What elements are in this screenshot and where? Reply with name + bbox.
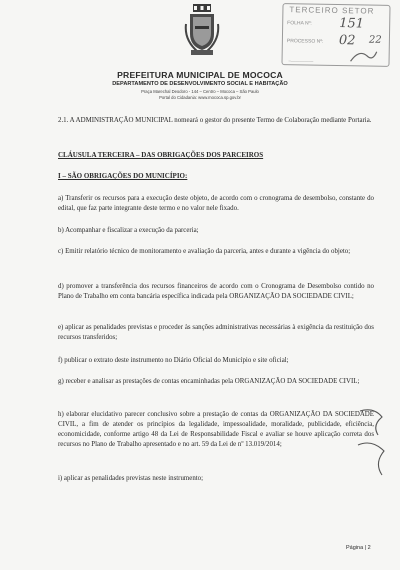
item-i: i) aplicar as penalidades previstas neste instrumento; xyxy=(58,475,204,482)
department-name: DEPARTAMENTO DE DESENVOLVIMENTO SOCIAL E HABITAÇÃO xyxy=(112,81,288,87)
item-f: f) publicar o extrato deste instrumento no Diário Oficial do Município e site oficial; xyxy=(58,357,289,364)
paragraph-2-1: 2.1. A ADMINISTRAÇÃO MUNICIPAL nomeará o gestor do presente Termo de Colaboração mediante Portaria. xyxy=(58,117,372,124)
stamp-processo-label: PROCESSO Nº: xyxy=(286,38,324,45)
stamp-folha-value: 151 xyxy=(339,16,365,32)
item-a: a) Transferir os recursos para a execução deste objeto, de acordo com o cronograma de desembolso, constante do edital, que faz parte integrante deste termo e no valor nele fixado. xyxy=(58,195,374,212)
section-heading: I – SÃO OBRIGAÇÕES DO MUNICÍPIO: xyxy=(58,172,188,180)
item-e: e) aplicar as penalidades previstas e proceder às sanções administrativas necessárias à exigência da restituição dos recursos transferidos; xyxy=(58,324,374,341)
item-c: c) Emitir relatório técnico de monitoramento e avaliação da parceria, antes e durante a vigência do objeto; xyxy=(58,248,351,255)
clause-heading: CLÁUSULA TERCEIRA – DAS OBRIGAÇÕES DOS PARCEIROS xyxy=(58,151,264,159)
coat-of-arms-icon xyxy=(184,4,220,56)
stamp-processo-year: 22 xyxy=(368,34,382,46)
portal: Portal do Cidadania: www.mococa.sp.gov.br xyxy=(159,95,241,100)
protocol-stamp xyxy=(281,3,390,67)
item-d: d) promover a transferência dos recursos financeiros de acordo com o Cronograma de Desembolso contido no Plano de Trabalho em conta bancária específica indicada pela ORGANIZAÇÃO DA SOCIEDADE CIVIL; xyxy=(58,283,374,300)
address: Praça Marechal Deodoro - 144 – Centro – Mococa – São Paulo xyxy=(141,89,259,94)
item-b: b) Acompanhar e fiscalizar a execução da parceria; xyxy=(58,227,199,234)
stamp-scribble-icon xyxy=(348,47,378,66)
item-h: h) elaborar elucidativo parecer conclusivo sobre a prestação de contas da ORGANIZAÇÃO DA SOCIEDADE CIVIL, a fim de atender os princípios da legalidade, impessoalidade, moralidade, publicidade, eficiência, economicidade, conforme artigo 48 da Lei de Responsabilidade Fiscal e avaliar se houve aplicação correta dos recursos no Plano de Trabalho apresentado e no art. 59 da Lei de nº 13.019/2014; xyxy=(58,411,374,448)
item-g: g) receber e analisar as prestações de contas encaminhadas pela ORGANIZAÇÃO DA SOCIEDADE CIVIL; xyxy=(58,378,360,385)
org-name: PREFEITURA MUNICIPAL DE MOCOCA xyxy=(117,70,283,80)
signature-initials-icon xyxy=(352,405,392,485)
stamp-processo-value: 02 xyxy=(338,33,356,49)
page-number: Página | 2 xyxy=(346,545,371,551)
stamp-folha-label: FOLHA Nº: xyxy=(287,20,312,27)
stamp-bottom-text: ⎯⎯⎯⎯⎯⎯⎯⎯⎯⎯⎯ xyxy=(288,58,314,64)
stamp-title: TERCEIRO SETOR xyxy=(289,5,375,16)
